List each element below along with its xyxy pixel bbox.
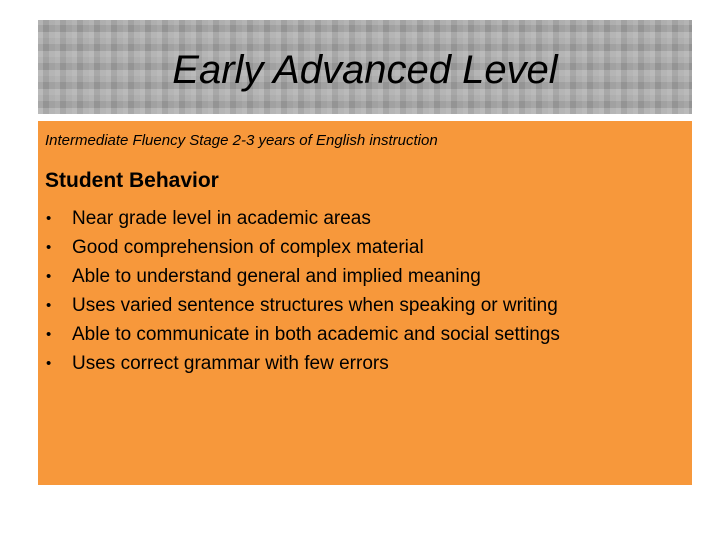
slide-title: Early Advanced Level xyxy=(172,48,558,92)
bullet-icon: • xyxy=(46,297,52,314)
bullet-text: Uses correct grammar with few errors xyxy=(72,353,389,374)
bullet-item xyxy=(45,234,645,261)
bullet-text: Good comprehension of complex material xyxy=(72,237,424,258)
bullet-icon: • xyxy=(46,326,52,343)
bullet-icon: • xyxy=(46,355,52,372)
bullet-list xyxy=(45,205,645,379)
bullet-text: Able to communicate in both academic and social settings xyxy=(72,324,560,345)
bullet-item xyxy=(45,350,645,377)
bullet-item xyxy=(45,205,645,232)
bullet-icon: • xyxy=(46,239,52,256)
section-heading: Student Behavior xyxy=(45,169,219,192)
bullet-text: Uses varied sentence structures when speaking or writing xyxy=(72,295,558,316)
bullet-text: Able to understand general and implied meaning xyxy=(72,266,481,287)
bullet-item xyxy=(45,292,645,319)
bullet-icon: • xyxy=(46,210,52,227)
slide-subtitle: Intermediate Fluency Stage 2-3 years of English instruction xyxy=(45,132,438,149)
bullet-text: Near grade level in academic areas xyxy=(72,208,371,229)
bullet-item xyxy=(45,321,645,348)
bullet-icon: • xyxy=(46,268,52,285)
bullet-item xyxy=(45,263,645,290)
